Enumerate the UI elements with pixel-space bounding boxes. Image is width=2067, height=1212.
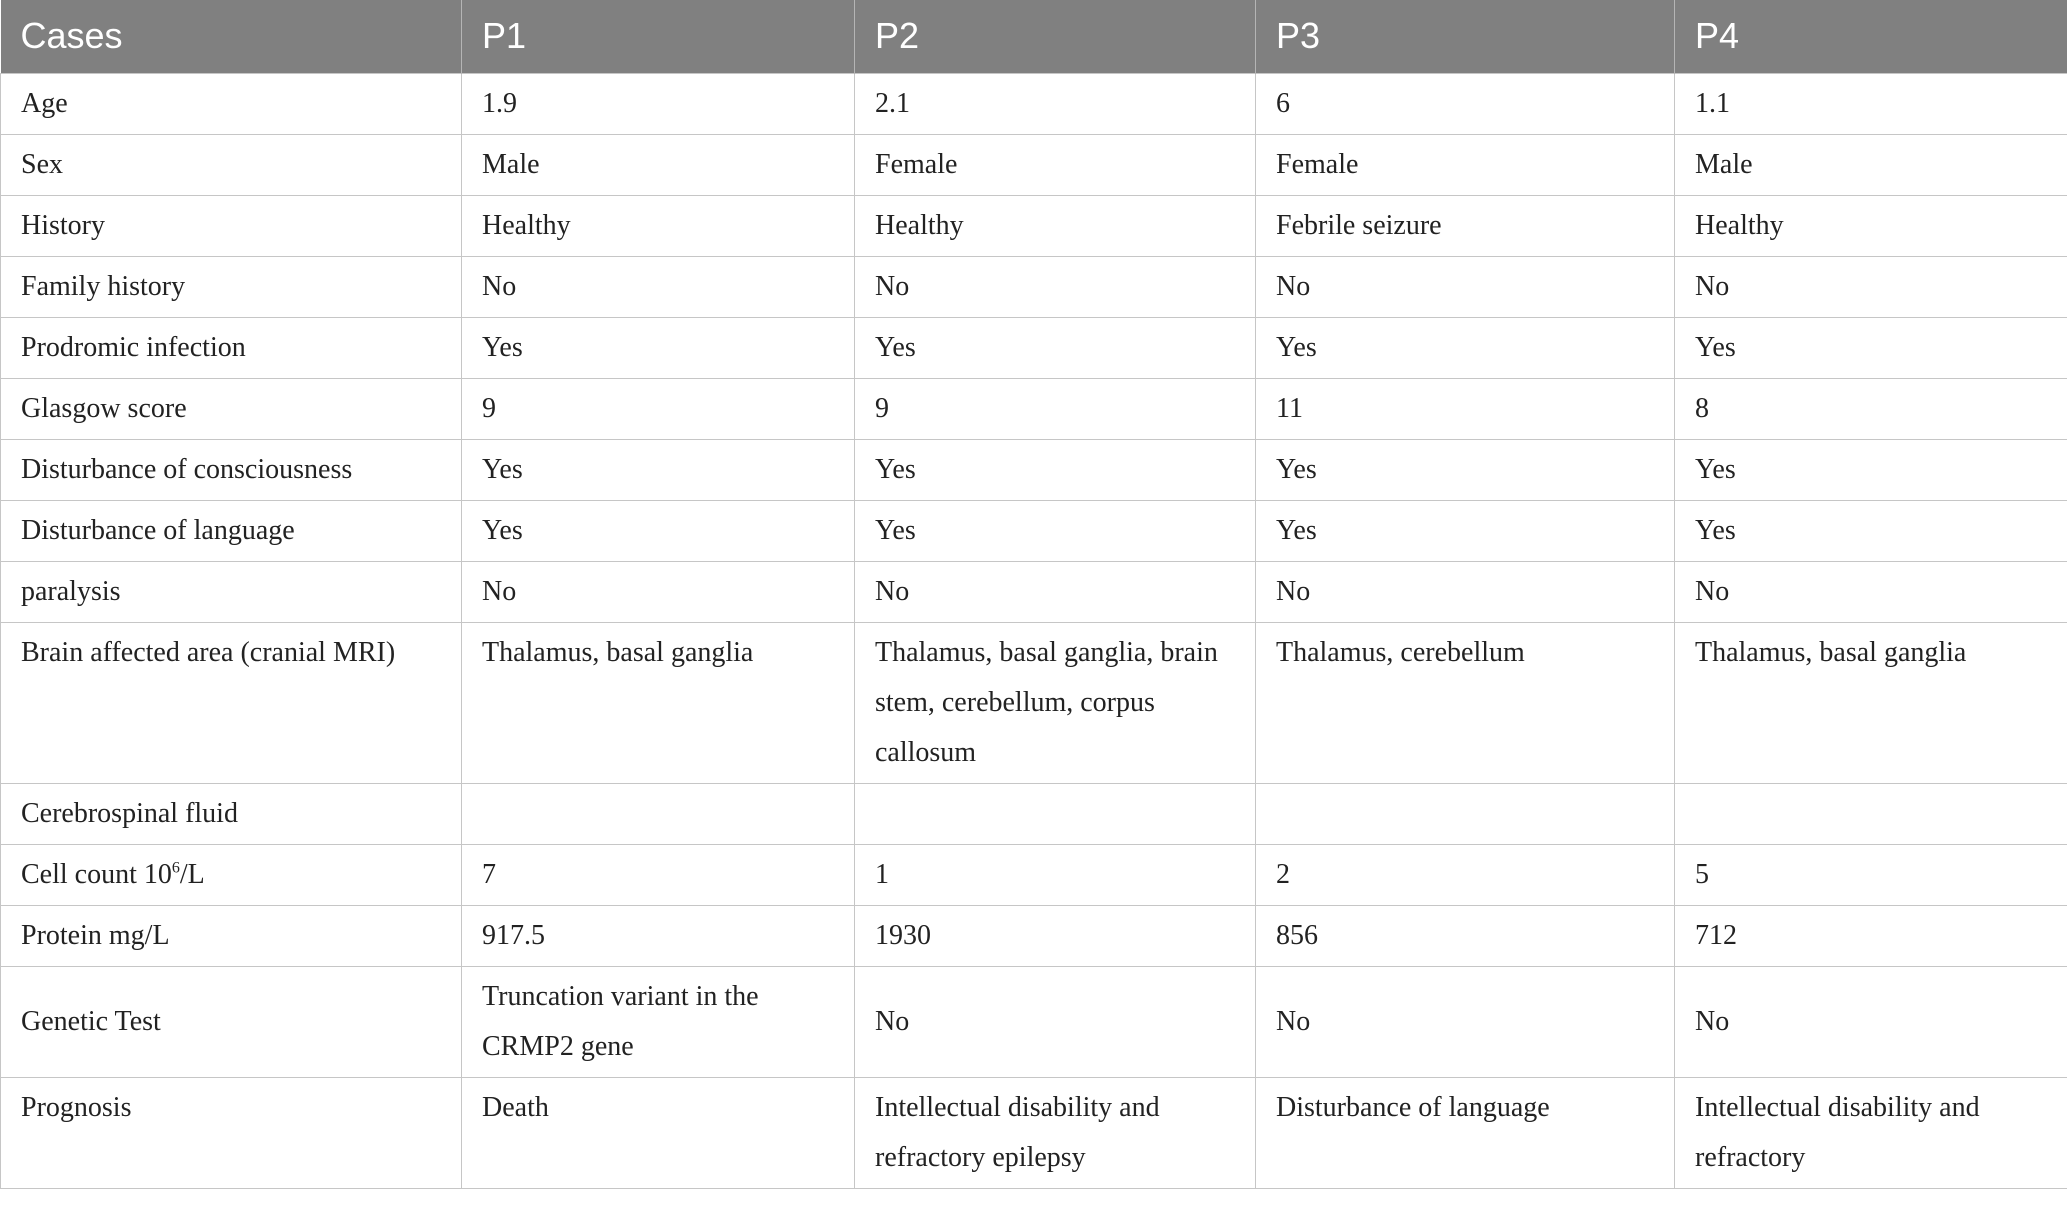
header-p4: P4 — [1675, 0, 2067, 73]
table-cell: Female — [1256, 134, 1675, 195]
table-cell: Thalamus, basal ganglia, brain stem, cerebellum, corpus callosum — [855, 622, 1256, 783]
table-row — [1, 256, 2067, 317]
row-label: Age — [1, 73, 462, 134]
table-cell: Yes — [1256, 500, 1675, 561]
table-cell: Thalamus, cerebellum — [1256, 622, 1675, 783]
row-label: Prodromic infection — [1, 317, 462, 378]
table-cell — [855, 783, 1256, 844]
table-cell: Truncation variant in the CRMP2 gene — [462, 966, 855, 1077]
row-label: Disturbance of consciousness — [1, 439, 462, 500]
table-row — [1, 500, 2067, 561]
table-cell: 8 — [1675, 378, 2067, 439]
table-row — [1, 439, 2067, 500]
row-label: paralysis — [1, 561, 462, 622]
table-cell: Yes — [855, 317, 1256, 378]
table-cell: Febrile seizure — [1256, 195, 1675, 256]
table-cell: No — [1256, 561, 1675, 622]
table-cell: 1.1 — [1675, 73, 2067, 134]
table-cell: Yes — [462, 500, 855, 561]
table-cell: 6 — [1256, 73, 1675, 134]
table-row — [1, 561, 2067, 622]
table-cell: 7 — [462, 844, 855, 905]
table-row — [1, 134, 2067, 195]
table-cell: Thalamus, basal ganglia — [1675, 622, 2067, 783]
table-cell: Disturbance of language — [1256, 1077, 1675, 1188]
table-cell: 856 — [1256, 905, 1675, 966]
table-row — [1, 622, 2067, 783]
table-cell: Death — [462, 1077, 855, 1188]
table-cell: No — [462, 256, 855, 317]
table-cell: Healthy — [462, 195, 855, 256]
table-cell: 917.5 — [462, 905, 855, 966]
table-header-row — [1, 0, 2067, 73]
table-row — [1, 1077, 2067, 1188]
table-cell: 712 — [1675, 905, 2067, 966]
table-cell: Yes — [1675, 439, 2067, 500]
table-cell: 2.1 — [855, 73, 1256, 134]
row-label: Sex — [1, 134, 462, 195]
table-cell: Yes — [855, 439, 1256, 500]
header-cases: Cases — [1, 0, 462, 73]
table-cell: 9 — [462, 378, 855, 439]
row-label: Genetic Test — [1, 966, 462, 1077]
table-cell: No — [1256, 256, 1675, 317]
table-cell — [462, 783, 855, 844]
table-cell: 5 — [1675, 844, 2067, 905]
table-row — [1, 73, 2067, 134]
row-label-exponent: 6 — [171, 859, 180, 877]
table-cell: No — [1675, 561, 2067, 622]
table-cell: 1930 — [855, 905, 1256, 966]
table-cell: Intellectual disability and refractory epilepsy — [855, 1077, 1256, 1188]
table-cell: 2 — [1256, 844, 1675, 905]
table-cell: No — [1675, 256, 2067, 317]
table-cell: 11 — [1256, 378, 1675, 439]
table-cell: Healthy — [855, 195, 1256, 256]
row-label — [1, 844, 462, 905]
table-row — [1, 905, 2067, 966]
row-label: History — [1, 195, 462, 256]
table-cell: Yes — [1675, 317, 2067, 378]
table-row — [1, 378, 2067, 439]
header-p3: P3 — [1256, 0, 1675, 73]
table-cell: No — [855, 561, 1256, 622]
header-p2: P2 — [855, 0, 1256, 73]
row-label: Cerebrospinal fluid — [1, 783, 462, 844]
table-cell: Yes — [1675, 500, 2067, 561]
table-row — [1, 783, 2067, 844]
table-cell: 9 — [855, 378, 1256, 439]
row-label-prefix: Cell count 10 — [21, 858, 172, 890]
table-cell: Yes — [1256, 317, 1675, 378]
table-row — [1, 317, 2067, 378]
header-p1: P1 — [462, 0, 855, 73]
row-label: Glasgow score — [1, 378, 462, 439]
table-cell: Male — [462, 134, 855, 195]
table-cell: 1 — [855, 844, 1256, 905]
table-cell: Thalamus, basal ganglia — [462, 622, 855, 783]
table-cell: Healthy — [1675, 195, 2067, 256]
table-cell: 1.9 — [462, 73, 855, 134]
table-cell: No — [1256, 966, 1675, 1077]
table-cell: No — [855, 966, 1256, 1077]
table-cell: No — [462, 561, 855, 622]
row-label: Brain affected area (cranial MRI) — [1, 622, 462, 783]
row-label-suffix: /L — [179, 858, 205, 890]
table-row — [1, 844, 2067, 905]
table-cell: Intellectual disability and refractory — [1675, 1077, 2067, 1188]
row-label: Disturbance of language — [1, 500, 462, 561]
table-cell: Yes — [462, 439, 855, 500]
table-cell: No — [855, 256, 1256, 317]
table-cell: Yes — [462, 317, 855, 378]
row-label: Protein mg/L — [1, 905, 462, 966]
table-cell: Female — [855, 134, 1256, 195]
table-cell: Yes — [855, 500, 1256, 561]
table-cell: Male — [1675, 134, 2067, 195]
table-row — [1, 195, 2067, 256]
table-cell — [1256, 783, 1675, 844]
table-cell: Yes — [1256, 439, 1675, 500]
row-label: Prognosis — [1, 1077, 462, 1188]
table-row — [1, 966, 2067, 1077]
table-cell: No — [1675, 966, 2067, 1077]
row-label: Family history — [1, 256, 462, 317]
table-cell — [1675, 783, 2067, 844]
